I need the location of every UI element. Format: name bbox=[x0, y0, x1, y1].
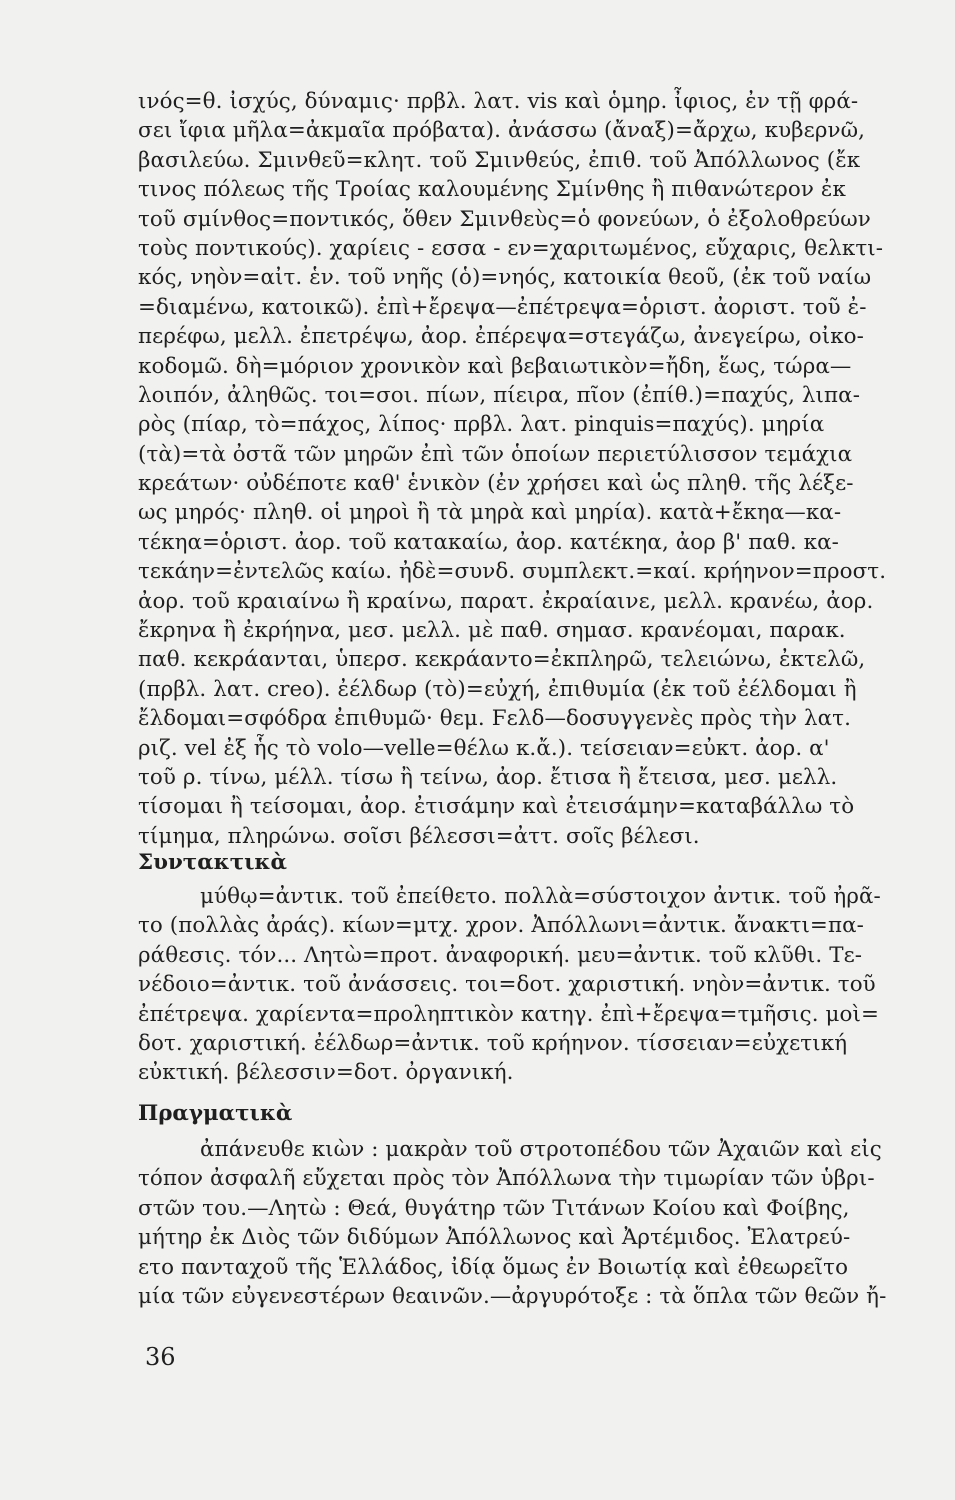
text-line: περέφω, μελλ. ἐπετρέψω, ἀορ. ἐπέρεψα=στεγάζω, ἀνεγείρω, οἰκο- bbox=[138, 324, 864, 350]
syntax-paragraph bbox=[138, 882, 955, 1088]
text-line: ἔκρηνα ἢ ἐκρήηνα, μεσ. μελλ. μὲ παθ. σημασ. κρανέομαι, παρακ. bbox=[138, 618, 846, 644]
realia-heading: Πραγματικὰ bbox=[138, 1101, 293, 1126]
text-line: τινος πόλεως τῆς Τροίας καλουμένης Σμίνθης ἢ πιθανώτερον ἐκ bbox=[138, 177, 846, 203]
text-line: ριζ. vel ἐξ ἧς τὸ volo—velle=θέλω κ.ἄ.). τείσειαν=εὐκτ. ἀορ. α' bbox=[138, 735, 830, 761]
text-line: μήτηρ ἐκ Διὸς τῶν διδύμων Ἀπόλλωνος καὶ Ἀρτέμιδος. Ἐλατρεύ- bbox=[138, 1225, 851, 1251]
text-line: (τὰ)=τὰ ὀστᾶ τῶν μηρῶν ἐπὶ τῶν ὁποίων περιετύλισσον τεμάχια bbox=[138, 441, 853, 467]
text-line: ετο πανταχοῦ τῆς Ἑλλάδος, ἰδίᾳ ὅμως ἐν Βοιωτίᾳ καὶ ἐθεωρεῖτο bbox=[138, 1254, 849, 1280]
text-line: ινός=θ. ἰσχύς, δύναμις· πρβλ. λατ. vis καὶ ὁμηρ. ἶφιος, ἐν τῇ φρά- bbox=[138, 89, 859, 114]
text-line: νέδοιο=ἀντικ. τοῦ ἀνάσσεις. τοι=δοτ. χαριστική. νηὸν=ἀντικ. τοῦ bbox=[138, 972, 876, 998]
text-line: δοτ. χαριστική. ἐέλδωρ=ἀντικ. τοῦ κρήηνον. τίσσειαν=εὐχετική bbox=[138, 1030, 848, 1056]
text-line: =διαμένω, κατοικῶ). ἐπὶ+ἔρεψα—ἐπέτρεψα=ὁριστ. ἀοριστ. τοῦ ἐ- bbox=[138, 294, 867, 320]
text-line: (πρβλ. λατ. creo). ἐέλδωρ (τὸ)=εὐχή, ἐπιθυμία (ἐκ τοῦ ἐέλδομαι ἢ bbox=[138, 676, 857, 702]
text-line: ράθεσις. τόν... Λητὼ=προτ. ἀναφορική. μευ=ἀντικ. τοῦ κλῦθι. Τε- bbox=[138, 942, 863, 968]
text-line: τέκηα=ὁριστ. ἀορ. τοῦ κατακαίω, ἀορ. κατέκηα, ἀορ β' παθ. κα- bbox=[138, 529, 840, 555]
text-line: ως μηρός· πληθ. οἱ μηροὶ ἢ τὰ μηρὰ καὶ μηρία). κατὰ+ἔκηα—κα- bbox=[138, 500, 842, 526]
text-line: λοιπόν, ἀληθῶς. τοι=σοι. πίων, πίειρα, πῖον (ἐπίθ.)=παχύς, λιπα- bbox=[138, 382, 861, 408]
text-line: το (πολλὰς ἀράς). κίων=μτχ. χρον. Ἀπόλλωνι=ἀντικ. ἄνακτι=πα- bbox=[138, 913, 864, 939]
text-line: εὐκτική. βέλεσσιν=δοτ. ὀργανική. bbox=[138, 1060, 514, 1086]
glossary-paragraph bbox=[138, 87, 955, 851]
text-line: τοῦ ρ. τίνω, μέλλ. τίσω ἢ τείνω, ἀορ. ἔτισα ἢ ἔτεισα, μεσ. μελλ. bbox=[138, 764, 838, 790]
text-line: βασιλεύω. Σμινθεῦ=κλητ. τοῦ Σμινθεύς, ἐπιθ. τοῦ Ἀπόλλωνος (ἔκ bbox=[138, 147, 861, 173]
text-line: ἀπάνευθε κιὼν : μακρὰν τοῦ στροτοπέδου τῶν Ἀχαιῶν καὶ εἰς bbox=[200, 1137, 882, 1162]
page-number: 36 bbox=[145, 1343, 176, 1371]
text-line: παθ. κεκράανται, ὑπερσ. κεκράαντο=ἐκπληρῶ, τελειώνω, ἐκτελῶ, bbox=[138, 647, 866, 673]
text-line: τεκάην=ἐντελῶς καίω. ἠδὲ=συνδ. συμπλεκτ.=καί. κρήηνον=προστ. bbox=[138, 559, 887, 585]
text-line: ἀορ. τοῦ κραιαίνω ἢ κραίνω, παρατ. ἐκραίαινε, μελλ. κρανέω, ἀορ. bbox=[138, 588, 874, 614]
text-line: τίσομαι ἢ τείσομαι, ἀορ. ἐτισάμην καὶ ἐτεισάμην=καταβάλλω τὸ bbox=[138, 794, 855, 820]
syntax-heading: Συντακτικὰ bbox=[138, 850, 287, 875]
text-line: σει ἴφια μῆλα=ἀκμαῖα πρόβατα). ἀνάσσω (ἄναξ)=ἄρχω, κυβερνῶ, bbox=[138, 118, 866, 144]
text-line: μία τῶν εὐγενεστέρων θεαινῶν.—ἀργυρότοξε : τὰ ὅπλα τῶν θεῶν ἤ- bbox=[138, 1283, 887, 1309]
text-line: μύθῳ=ἀντικ. τοῦ ἐπείθετο. πολλὰ=σύστοιχον ἀντικ. τοῦ ἠρᾶ- bbox=[200, 884, 881, 909]
text-line: τοὺς ποντικούς). χαρίεις - εσσα - εν=χαριτωμένος, εὔχαρις, θελκτι- bbox=[138, 235, 884, 261]
text-line: ρὸς (πίαρ, τὸ=πάχος, λίπος· πρβλ. λατ. pinquis=παχύς). μηρία bbox=[138, 412, 825, 438]
text-line: τίμημα, πληρώνω. σοῖσι βέλεσσι=ἀττ. σοῖς βέλεσι. bbox=[138, 823, 700, 849]
text-line: στῶν του.—Λητὼ : Θεά, θυγάτηρ τῶν Τιτάνων Κοίου καὶ Φοίβης, bbox=[138, 1195, 850, 1221]
text-line: ἐπέτρεψα. χαρίεντα=προληπτικὸν κατηγ. ἐπὶ+ἔρεψα=τμῆσις. μοὶ= bbox=[138, 1001, 879, 1027]
text-line: τοῦ σμίνθος=ποντικός, ὅθεν Σμινθεὺς=ὁ φονεύων, ὁ ἐξολοθρεύων bbox=[138, 206, 871, 232]
text-line: κοδομῶ. δὴ=μόριον χρονικὸν καὶ βεβαιωτικὸν=ἤδη, ἕως, τώρα— bbox=[138, 353, 852, 379]
realia-paragraph bbox=[138, 1135, 955, 1311]
text-line: ἔλδομαι=σφόδρα ἐπιθυμῶ· θεμ. Ϝελδ—δοσυγγενὲς πρὸς τὴν λατ. bbox=[138, 706, 852, 732]
text-line: κρεάτων· οὐδέποτε καθ' ἑνικὸν (ἐν χρήσει καὶ ὡς πληθ. τῆς λέξε- bbox=[138, 471, 854, 497]
text-line: τόπον ἀσφαλῆ εὔχεται πρὸς τὸν Ἀπόλλωνα τὴν τιμωρίαν τῶν ὑβρι- bbox=[138, 1166, 875, 1192]
text-line: κός, νηὸν=αἰτ. ἑν. τοῦ νηῆς (ὁ)=νηός, κατοικία θεοῦ, (ἐκ τοῦ ναίω bbox=[138, 265, 872, 291]
